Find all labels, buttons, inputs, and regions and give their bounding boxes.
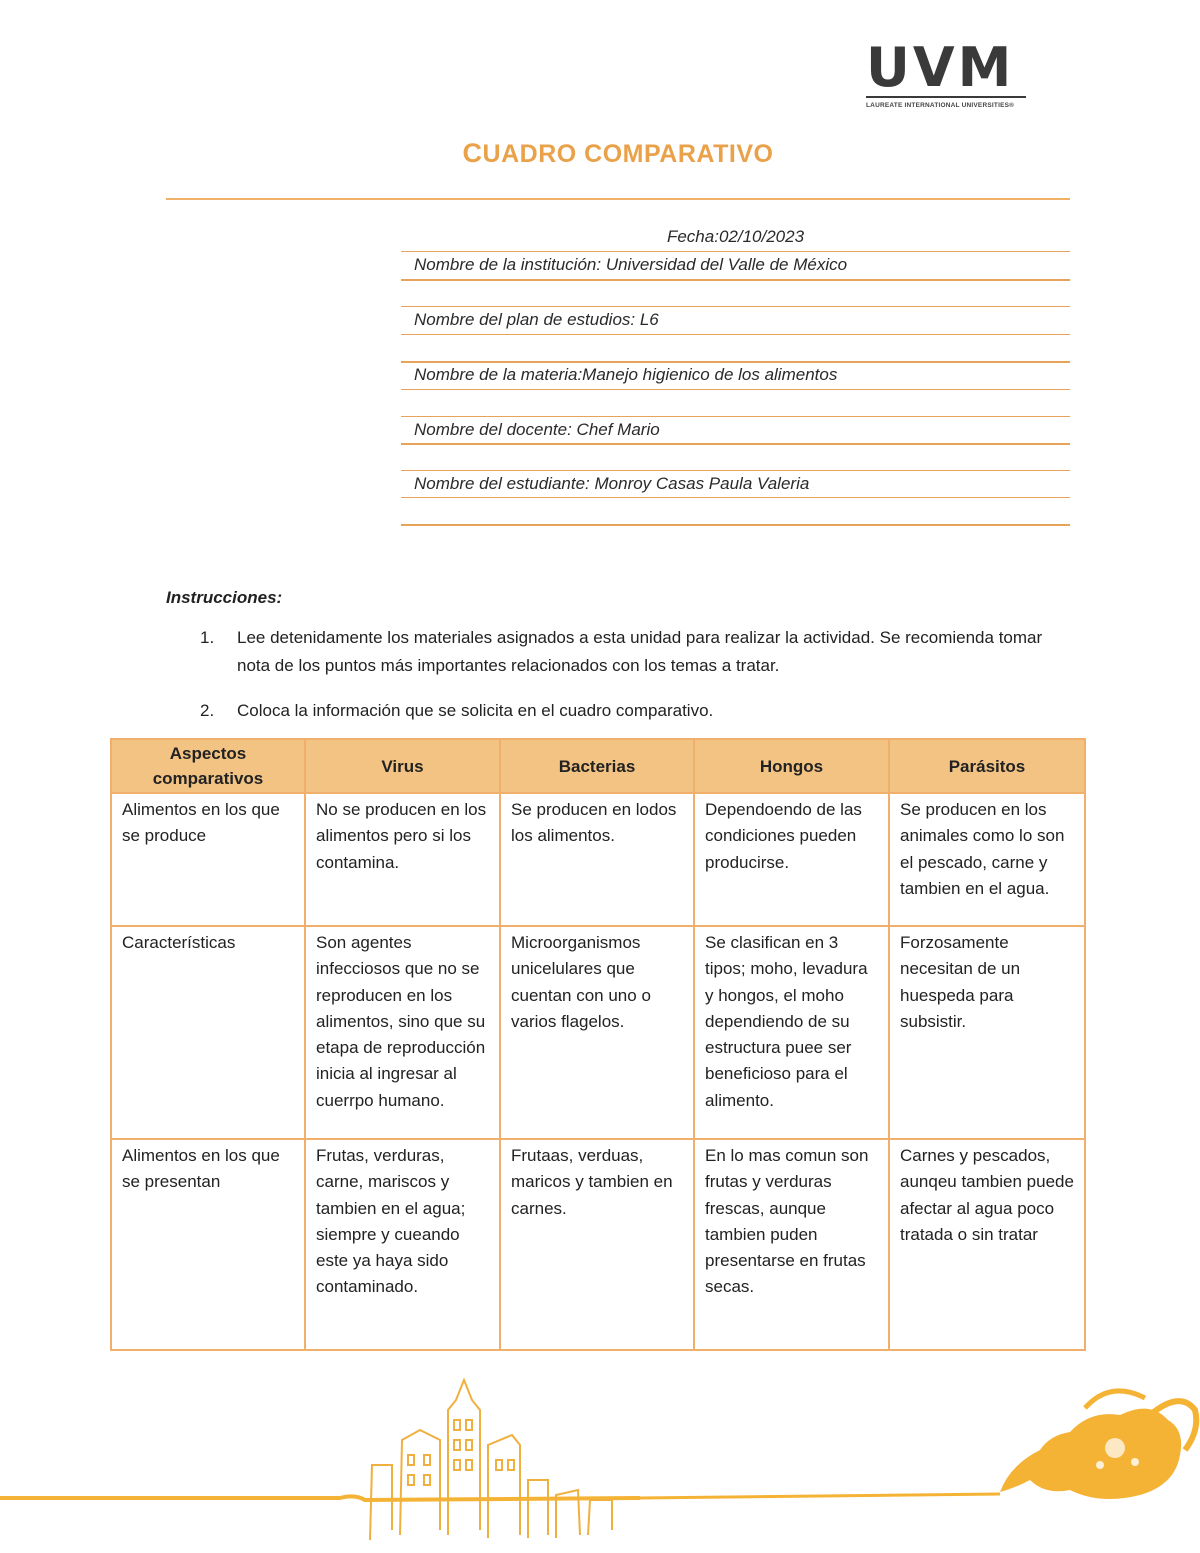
field-line bbox=[401, 361, 1070, 363]
instruction-text: Coloca la información que se solicita en el cuadro comparativo. bbox=[237, 701, 714, 720]
fecha-field: Fecha:02/10/2023 bbox=[666, 227, 805, 246]
field-line bbox=[401, 334, 1070, 335]
title-initial: C bbox=[462, 138, 483, 168]
table-cell: Se producen en los animales como lo son el pescado, carne y tambien en el agua. bbox=[889, 793, 1085, 926]
logo-wordmark: UVM bbox=[866, 36, 1015, 99]
table-cell: Características bbox=[111, 926, 305, 1139]
table-cell: No se producen en los alimentos pero si los contamina. bbox=[305, 793, 500, 926]
table-cell: Microorganismos unicelulares que cuentan con uno o varios flagelos. bbox=[500, 926, 694, 1139]
table-header-row bbox=[111, 739, 1085, 793]
table-cell: Frutas, verduras, carne, mariscos y tambien en el agua; siempre y cueando este ya haya sido contaminado. bbox=[305, 1139, 500, 1350]
instruction-item-1 bbox=[200, 624, 1060, 680]
table-cell: Forzosamente necesitan de un huespeda para subsistir. bbox=[889, 926, 1085, 1139]
instructions-label: Instrucciones: bbox=[166, 588, 283, 607]
header-parasitos: Parásitos bbox=[889, 739, 1085, 793]
instruction-item-2 bbox=[200, 697, 1060, 725]
teapot-icon bbox=[1000, 1391, 1196, 1499]
table-cell: Se producen en lodos los alimentos. bbox=[500, 793, 694, 926]
list-number: 2. bbox=[200, 701, 215, 720]
page-title bbox=[0, 138, 1200, 169]
table-cell: Alimentos en los que se presentan bbox=[111, 1139, 305, 1350]
title-divider bbox=[166, 198, 1070, 200]
table-cell: Carnes y pescados, aunqeu tambien puede afectar al agua poco tratada o sin tratar bbox=[889, 1139, 1085, 1350]
field-line bbox=[401, 251, 1070, 252]
field-line bbox=[401, 306, 1070, 307]
title-rest: UADRO COMPARATIVO bbox=[482, 140, 774, 168]
footer-decoration bbox=[0, 1370, 1200, 1553]
decorative-line bbox=[0, 1494, 1000, 1500]
instruction-text: Lee detenidamente los materiales asignados a esta unidad para realizar la actividad. Se recomienda tomar nota de los puntos más importantes relacionados con los temas a tratar. bbox=[237, 628, 1043, 675]
field-line bbox=[401, 470, 1070, 471]
header-hongos: Hongos bbox=[694, 739, 889, 793]
table-row bbox=[111, 926, 1085, 1139]
comparison-table bbox=[110, 738, 1086, 1351]
field-line bbox=[401, 524, 1070, 526]
estudiante-field: Nombre del estudiante: Monroy Casas Paula Valeria bbox=[414, 474, 810, 493]
table-cell: En lo mas comun son frutas y verduras frescas, aunque tambien puden presentarse en frutas secas. bbox=[694, 1139, 889, 1350]
field-line bbox=[401, 279, 1070, 281]
city-skyline-icon bbox=[370, 1380, 612, 1540]
list-number: 1. bbox=[200, 628, 215, 647]
header-aspectos: Aspectos comparativos bbox=[111, 739, 305, 793]
materia-field: Nombre de la materia:Manejo higienico de los alimentos bbox=[414, 365, 838, 384]
table-cell: Se clasifican en 3 tipos; moho, levadura y hongos, el moho dependiendo de su estructura puee ser beneficioso para el alimento. bbox=[694, 926, 889, 1139]
header-virus: Virus bbox=[305, 739, 500, 793]
table-row bbox=[111, 793, 1085, 926]
logo-tagline: LAUREATE INTERNATIONAL UNIVERSITIES® bbox=[866, 96, 1026, 109]
institucion-field: Nombre de la institución: Universidad del Valle de México bbox=[414, 255, 848, 274]
table-cell: Son agentes infecciosos que no se reproducen en los alimentos, sino que su etapa de reproducción inicia al ingresar al cuerrpo humano. bbox=[305, 926, 500, 1139]
table-cell: Alimentos en los que se produce bbox=[111, 793, 305, 926]
header-bacterias: Bacterias bbox=[500, 739, 694, 793]
field-line bbox=[401, 443, 1070, 445]
field-line bbox=[401, 416, 1070, 417]
field-line bbox=[401, 389, 1070, 390]
table-cell: Frutaas, verduas, maricos y tambien en carnes. bbox=[500, 1139, 694, 1350]
uvm-logo bbox=[866, 36, 1036, 124]
table-cell: Dependoendo de las condiciones pueden producirse. bbox=[694, 793, 889, 926]
plan-field: Nombre del plan de estudios: L6 bbox=[414, 310, 659, 329]
field-line bbox=[401, 497, 1070, 498]
docente-field: Nombre del docente: Chef Mario bbox=[414, 420, 660, 439]
table-row bbox=[111, 1139, 1085, 1350]
